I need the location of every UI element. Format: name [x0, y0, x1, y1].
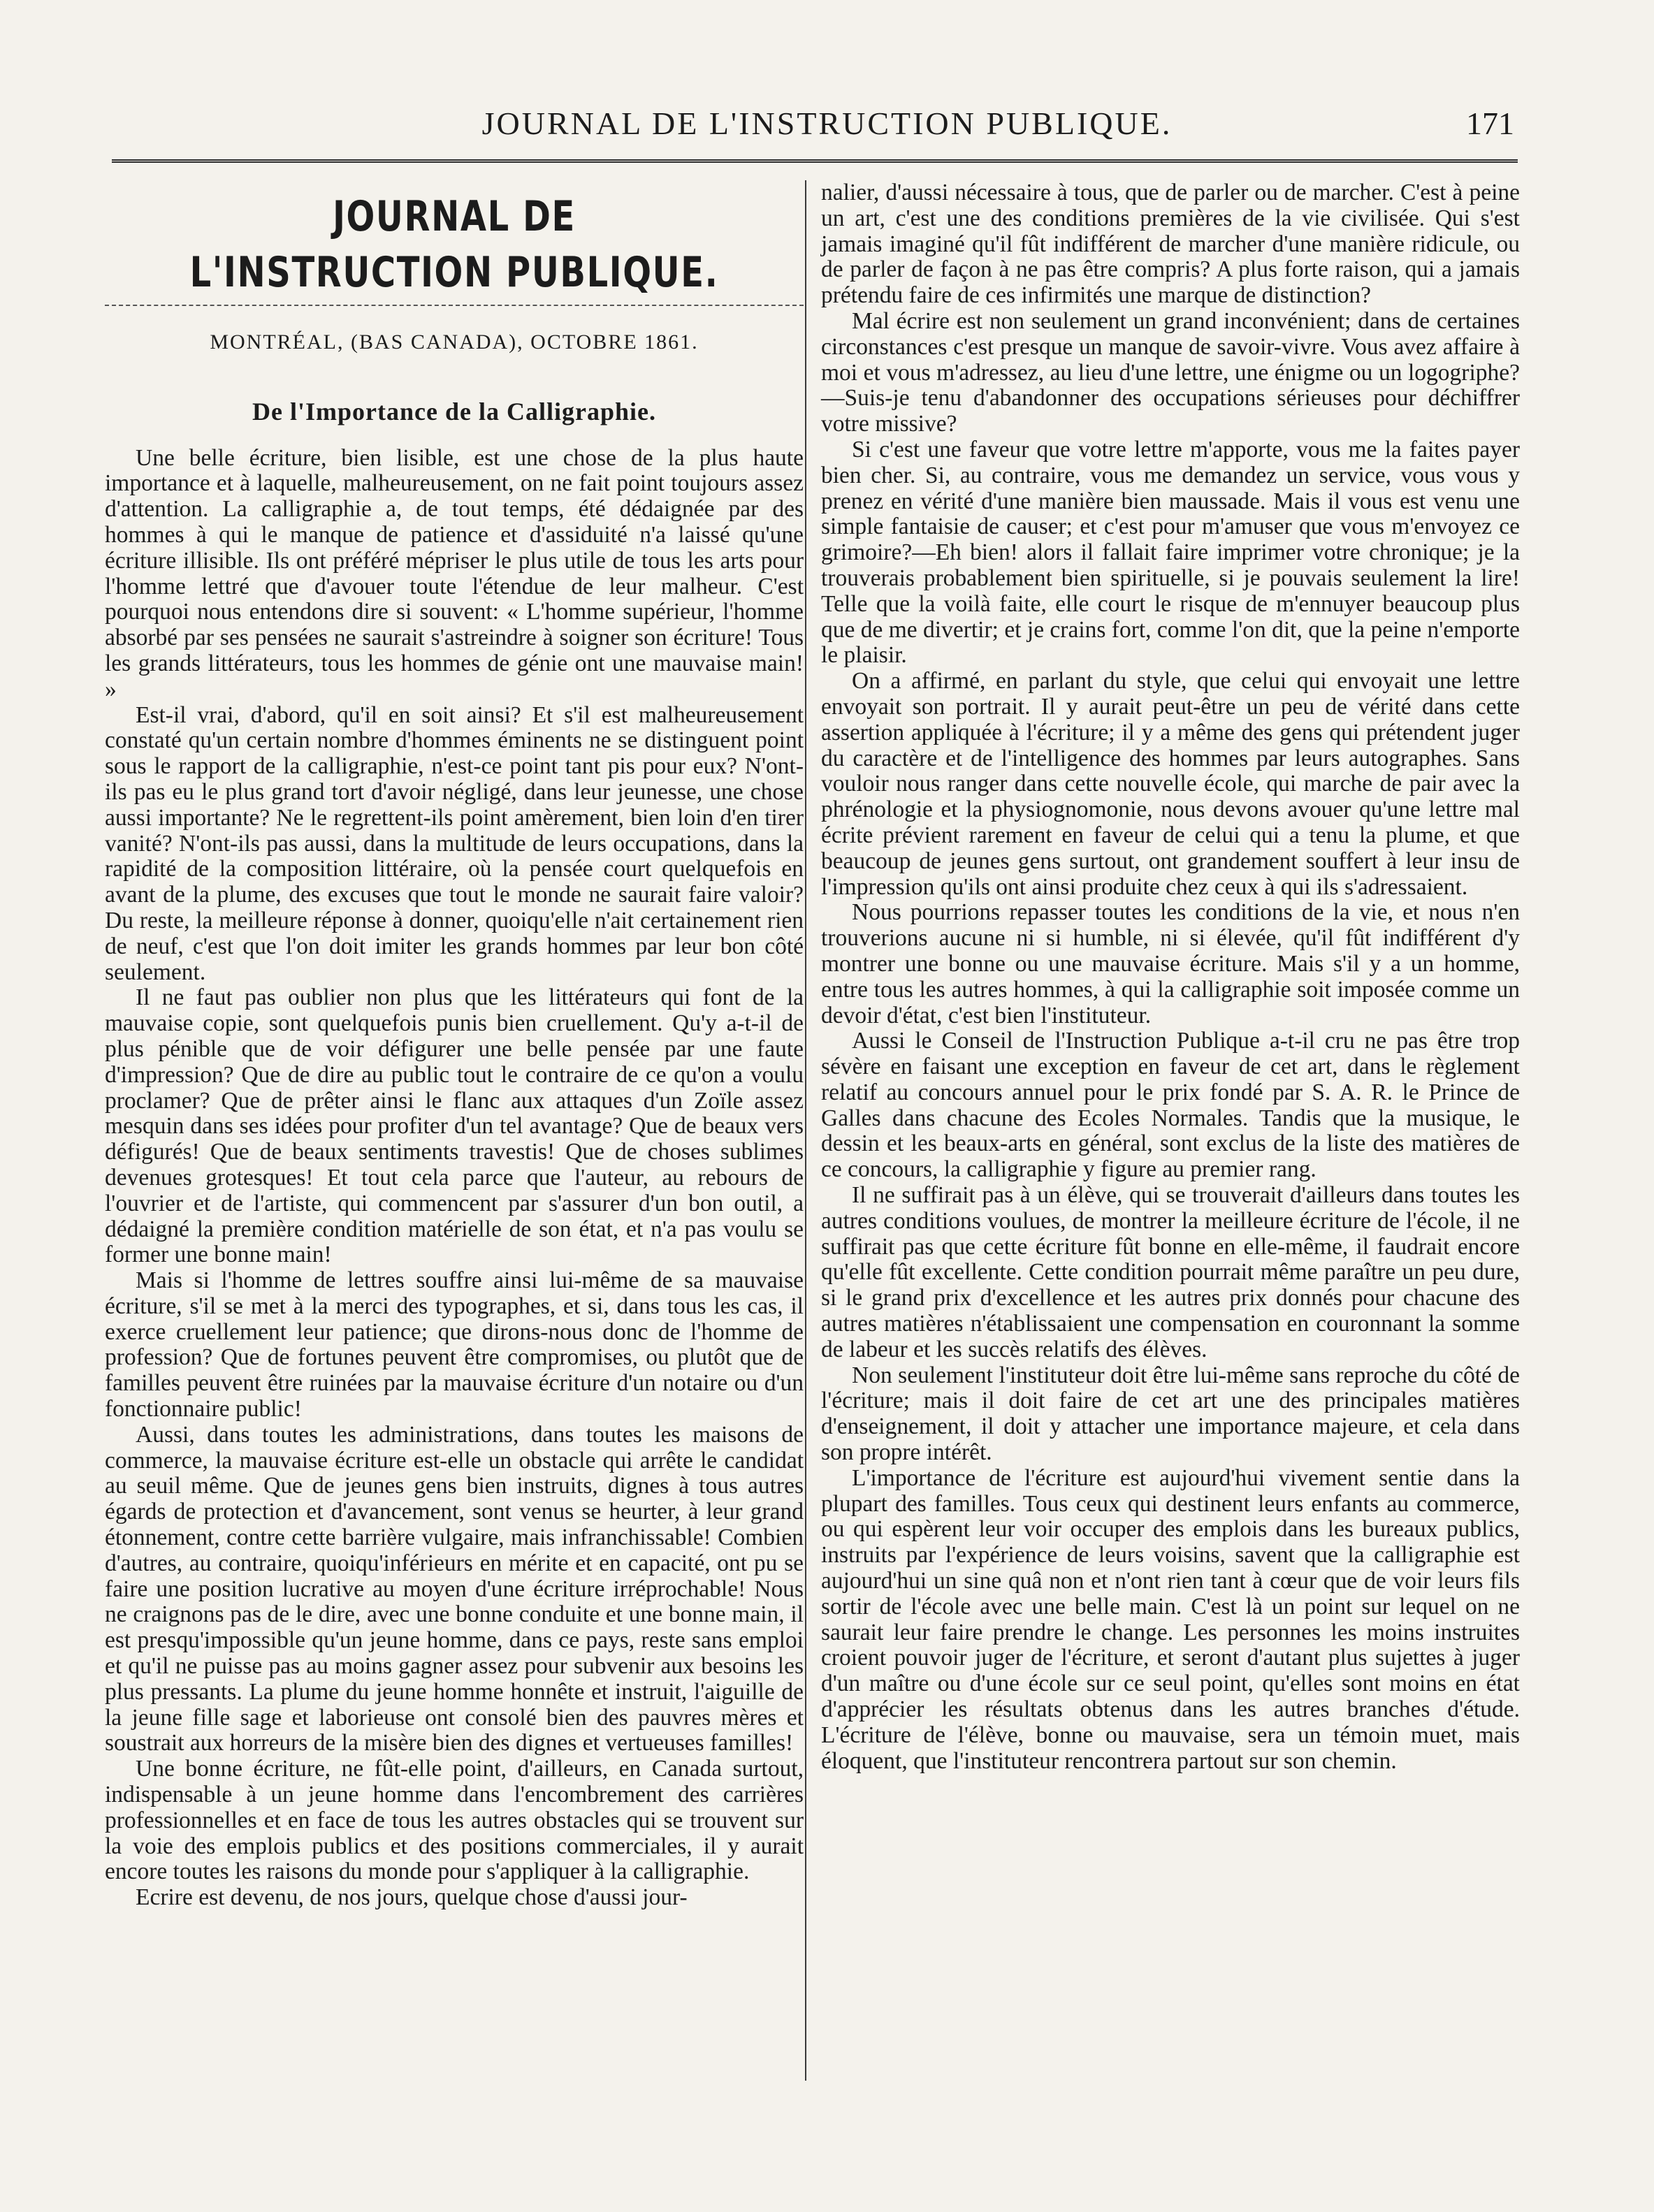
masthead: JOURNAL DE L'INSTRUCTION PUBLIQUE. [189, 192, 719, 297]
paragraph: L'importance de l'écriture est aujourd'hui vivement sentie dans la plupart des familles. Tous ceux qui destinent leurs enfants au commerce, ou qui espèrent leur voir occuper des emplois dans les bureaux publics, instruits par l'expérience de leurs voisins, savent que la calligraphie est aujourd'hui un sine quâ non et n'ont rien tant à cœur que de voir leurs fils sortir de l'école avec une belle main. C'est là un point sur lequel on ne saurait leur faire prendre le change. Les personnes les moins instruites croient pouvoir juger de l'écriture, et seront d'autant plus sujettes à juger d'un maître ou d'une école sur ce seul point, qu'elles sont moins en état d'apprécier les résultats obtenus dans les autres branches d'étude. L'écriture de l'élève, bonne ou mauvaise, sera un témoin muet, mais éloquent, que l'instituteur rencontrera partout sur son chemin. [821, 1464, 1520, 1774]
left-column [105, 180, 804, 1911]
paragraph: Est-il vrai, d'abord, qu'il en soit ainsi? Et s'il est malheureusement constaté qu'un certain nombre d'hommes éminents ne se distinguent point sous le rapport de la calligraphie, n'est-ce point tant pis pour eux? N'ont-ils pas eu le plus grand tort d'avoir négligé, dans leur jeunesse, une chose aussi importante? Ne le regrettent-ils point amèrement, bien loin d'en tirer vanité? N'ont-ils pas aussi, dans la multitude de leurs occupations, dans la rapidité de la composition littéraire, où la pensée court quelquefois en avant de la plume, des excuses que tout le monde ne saurait faire valoir? Du reste, la meilleure réponse à donner, quoiqu'elle n'ait certainement rien de neuf, c'est que l'on doit imiter les grands hommes par leur bon côté seulement. [105, 701, 804, 985]
masthead-rule [105, 305, 804, 306]
paragraph: Ecrire est devenu, de nos jours, quelque chose d'aussi jour- [136, 1884, 688, 1911]
running-title: JOURNAL DE L'INSTRUCTION PUBLIQUE. [481, 105, 1173, 141]
paragraph: Il ne suffirait pas à un élève, qui se trouverait d'ailleurs dans toutes les autres conditions voulues, de montrer la meilleure écriture de l'école, il ne suffirait pas que cette écriture fût bonne en elle-même, il faudrait encore qu'elle fût excellente. Cette condition pourrait même paraître un peu dure, si le grand prix d'excellence et les autres prix donnés pour chacune des autres matières n'établissaient une compensation en couronnant la somme de labeur et les succès relatifs des élèves. [821, 1182, 1520, 1362]
running-head [0, 105, 1654, 154]
paragraph: On a affirmé, en parlant du style, que celui qui envoyait une lettre envoyait son portrait. Il y aurait peut-être un peu de vérité dans cette assertion appliquée à l'écriture; il y a même des gens qui prétendent juger du caractère et de l'intelligence des hommes par leurs autographes. Sans vouloir nous ranger dans cette nouvelle école, qui marche de pair avec la phrénologie et la physiognomonie, nous devons avouer qu'une lettre mal écrite prévient rarement en faveur de celui qui a tenu la plume, et que beaucoup de jeunes gens surtout, ont grandement souffert à leur insu de l'impression qu'ils ont ainsi produite chez ceux à qui ils s'adressaient. [821, 668, 1520, 900]
paragraph: Une bonne écriture, ne fût-elle point, d'ailleurs, en Canada surtout, indispensable à un jeune homme dans l'encombrement des carrières professionnelles et en face de tous les autres obstacles qui se trouvent sur la voie des emplois publics et des positions commerciales, il y aurait encore toutes les raisons du monde pour s'appliquer à la calligraphie. [105, 1756, 804, 1885]
paragraph: Une belle écriture, bien lisible, est une chose de la plus haute importance et à laquelle, malheureusement, on ne fait point toujours assez d'attention. La calligraphie a, de tout temps, été dédaignée par des hommes à qui le manque de patience et d'assiduité n'a laissé qu'une écriture illisible. Ils ont préféré mépriser le plus utile de tous les arts pour l'homme lettré que d'avouer toute l'étendue de leur malheur. C'est pourquoi nous entendons dire si souvent: « L'homme supérieur, l'homme absorbé par ses pensées ne saurait s'astreindre à soigner son écriture! Tous les grands littérateurs, tous les hommes de génie ont une mauvaise main! » [105, 444, 804, 702]
paragraph: Aussi le Conseil de l'Instruction Publique a-t-il cru ne pas être trop sévère en faisant une exception en faveur de cet art, dans le règlement relatif au concours annuel pour le prix fondé par S. A. R. le Prince de Galles dans chacune des Ecoles Normales. Tandis que la musique, le dessin et les beaux-arts en général, sont exclus de la liste des matières de ce concours, la calligraphie y figure au premier rang. [821, 1028, 1520, 1183]
paragraph-continued: nalier, d'aussi nécessaire à tous, que de parler ou de marcher. C'est à peine un art, c'est une des conditions premières de la vie civilisée. Qui s'est jamais imaginé qu'il fût indifférent de marcher d'une manière ridicule, ou de parler de façon à ne pas être compris? A plus forte raison, qui a jamais prétendu faire de ces infirmités une marque de distinction? [821, 180, 1520, 309]
paragraph: Aussi, dans toutes les administrations, dans toutes les maisons de commerce, la mauvaise écriture est-elle un obstacle qui arrête le candidat au seuil même. Que de jeunes gens bien instruits, dignes à tous autres égards de protection et d'avancement, sont venus se heurter, à leur grand étonnement, contre cette barrière vulgaire, mais infranchissable! Combien d'autres, au contraire, quoiqu'inférieurs en mérite et en capacité, ont pu se faire une position lucrative au moyen d'une écriture irréprochable! Nous ne craignons pas de le dire, avec une bonne conduite et une bonne main, il est presqu'impossible qu'un jeune homme, dans ce pays, reste sans emploi et qu'il ne puisse pas au moins gagner assez pour subvenir aux besoins les plus pressants. La plume du jeune homme honnête et instruit, l'aiguille de la jeune fille sage et laborieuse ont consolé bien des pauvres mères et soustrait aux horreurs de la misère bien des dignes et vertueuses familles! [105, 1421, 804, 1756]
dateline: MONTRÉAL, (BAS CANADA), OCTOBRE 1861. [210, 330, 699, 354]
right-column [821, 180, 1520, 1774]
paragraph: Il ne faut pas oublier non plus que les littérateurs qui font de la mauvaise copie, sont quelquefois punis bien cruellement. Qu'y a-t-il de plus pénible que de voir défigurer une belle pensée par une faute d'impression? Que de dire au public tout le contraire de ce qu'on a voulu proclamer? Que de prêter ainsi le flanc aux attaques d'un Zoïle assez mesquin dans ses idées pour profiter d'un tel avantage? Que de beaux vers défigurés! Que de beaux sentiments travestis! Que de choses sublimes devenues grotesques! Et tout cela parce que l'auteur, au rebours de l'ouvrier et de l'artiste, qui commencent par s'assurer d'un bon outil, a dédaigné la première condition matérielle de son état, et n'a pas voulu se former une bonne main! [105, 984, 804, 1268]
page-number: 171 [1466, 105, 1514, 141]
article-heading: De l'Importance de la Calligraphie. [252, 397, 656, 425]
paragraph: Si c'est une faveur que votre lettre m'apporte, vous me la faites payer bien cher. Si, au contraire, vous me demandez un service, vous vous y prenez en vérité d'une manière bien maussade. Mais il vous est venu une simple fantaisie de causer; et c'est pour m'amuser que vous m'envoyez ce grimoire?—Eh bien! alors il fallait faire imprimer votre chronique; je la trouverais probablement bien spirituelle, si je pouvais seulement la lire! Telle que la voilà faite, elle court le risque de m'ennuyer beaucoup plus que de me divertir; et je crains fort, comme l'on dit, que la peine n'emporte le plaisir. [821, 436, 1520, 669]
paragraph: Mais si l'homme de lettres souffre ainsi lui-même de sa mauvaise écriture, s'il se met à la merci des typographes, et si, dans tous les cas, il exerce cruellement leur patience; que dirons-nous donc de l'homme de profession? Que de fortunes peuvent être compromises, ou plutôt que de familles peuvent être ruinées par la mauvaise écriture d'un notaire ou d'un fonctionnaire public! [105, 1267, 804, 1422]
header-rule [112, 159, 1518, 163]
paragraph: Mal écrire est non seulement un grand inconvénient; dans de certaines circonstances c'est presque un manque de savoir-vivre. Vous avez affaire à moi et vous m'adressez, au lieu d'une lettre, une énigme ou un logogriphe?—Suis-je tenu d'abandonner des occupations sérieuses pour déchiffrer votre missive? [821, 307, 1520, 437]
column-divider [805, 180, 806, 2081]
paragraph: Non seulement l'instituteur doit être lui-même sans reproche du côté de l'écriture; mais il doit faire de cet art une des principales matières d'enseignement, il doit y attacher une importance majeure, et cela dans son propre intérêt. [821, 1362, 1520, 1466]
paragraph: Nous pourrions repasser toutes les conditions de la vie, et nous n'en trouverions aucune ni si humble, ni si élevée, qu'il fût indifférent d'y montrer une bonne ou une mauvaise écriture. Mais s'il y a un homme, entre tous les autres hommes, à qui la calligraphie soit imposée comme un devoir d'état, c'est bien l'instituteur. [821, 899, 1520, 1028]
